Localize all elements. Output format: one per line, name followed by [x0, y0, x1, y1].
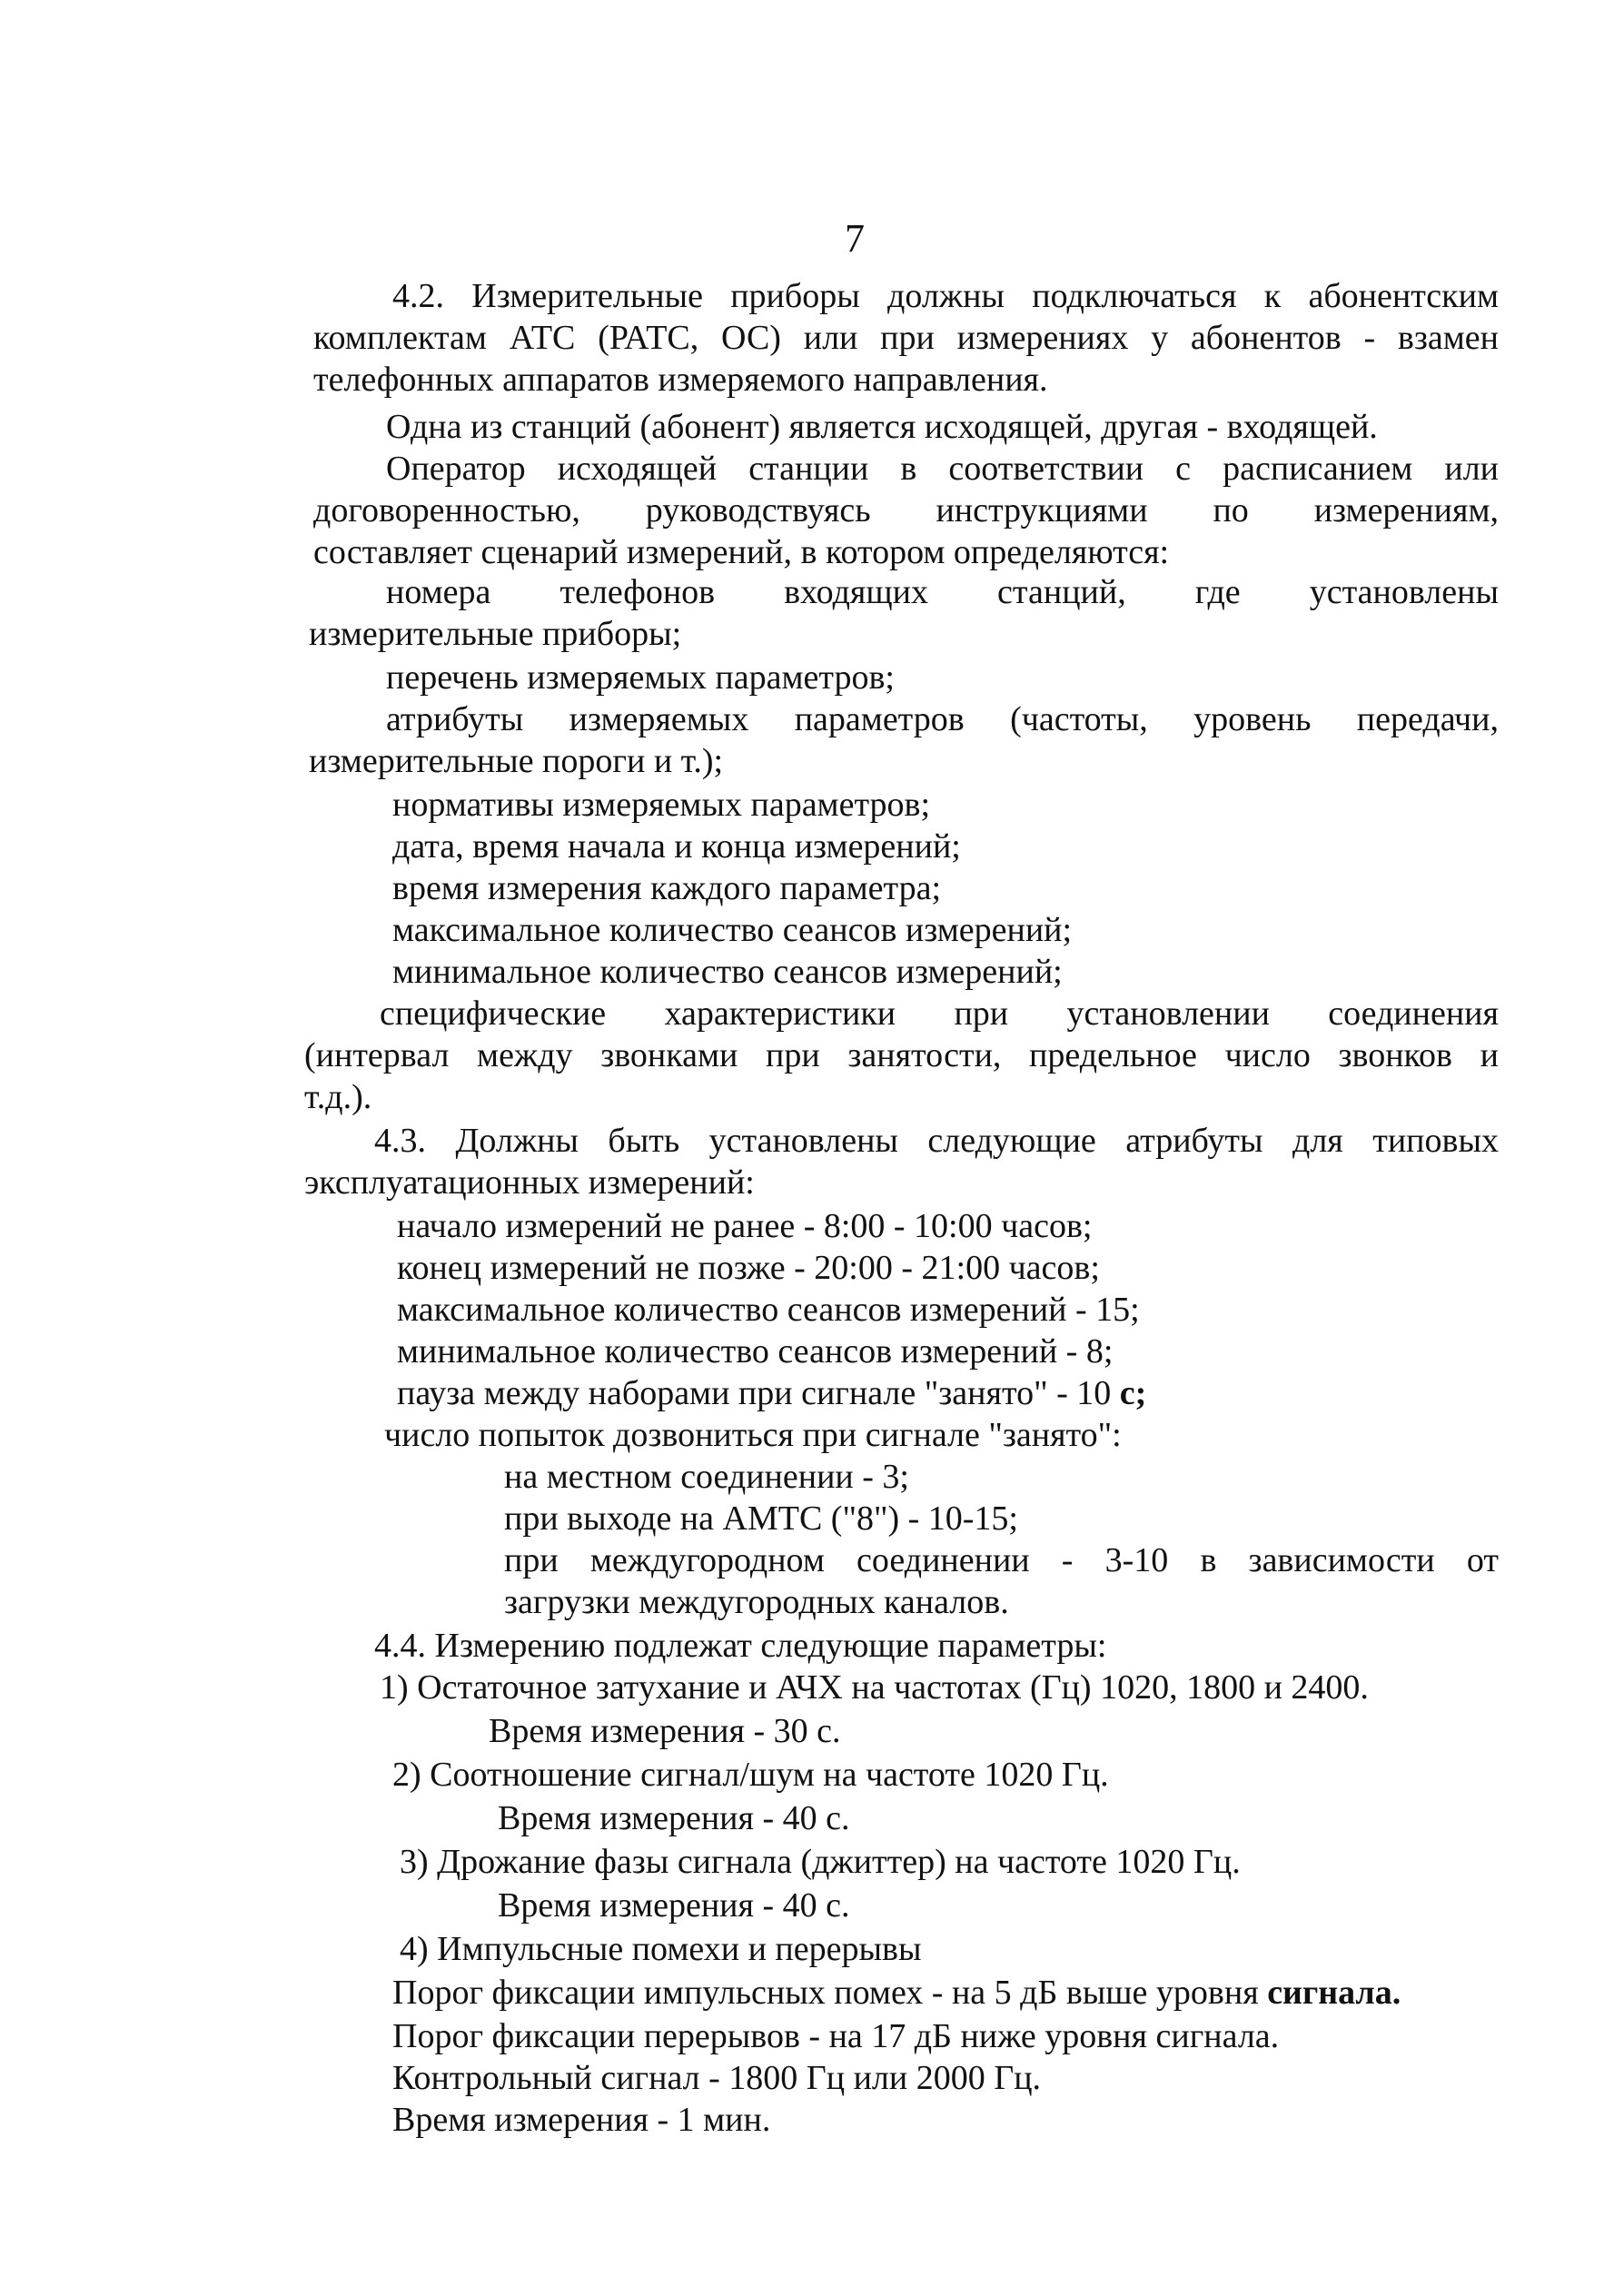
text-line: дата, время начала и конца измерений; [392, 827, 961, 866]
text-line: Одна из станций (абонент) является исходящей, другая - входящей. [386, 408, 1378, 446]
text-line: начало измерений не ранее - 8:00 - 10:00 часов; [397, 1207, 1093, 1245]
text-line: перечень измеряемых параметров; [386, 658, 895, 697]
text-line: Оператор исходящей станции в соответствии с расписанием или [386, 450, 1499, 488]
text-line: договоренностью, руководствуясь инструкциями по измерениям, [313, 491, 1499, 529]
text-line: специфические характеристики при установлении соединения [380, 995, 1499, 1033]
text-segment: пауза между наборами при сигнале "занято" - 10 [397, 1374, 1120, 1412]
text-line: загрузки междугородных каналов. [504, 1583, 1009, 1621]
text-line: 4.4. Измерению подлежат следующие параметры: [374, 1627, 1107, 1665]
text-line: максимальное количество сеансов измерений - 15; [397, 1291, 1140, 1329]
text-line: при междугородном соединении - 3-10 в зависимости от [504, 1541, 1499, 1579]
text-line: (интервал между звонками при занятости, предельное число звонков и [304, 1036, 1499, 1074]
text-line: Время измерения - 40 с. [498, 1799, 850, 1837]
text-line: номера телефонов входящих станций, где установлены [386, 573, 1499, 611]
text-line: минимальное количество сеансов измерений; [392, 953, 1063, 991]
text-line: число попыток дозвониться при сигнале "занято": [384, 1416, 1122, 1454]
text-line [397, 1373, 1146, 1413]
text-line: нормативы измеряемых параметров; [392, 786, 931, 824]
text-line: Время измерения - 1 мин. [392, 2101, 771, 2139]
text-segment-bold: сигнала. [1267, 1974, 1401, 2012]
text-segment-bold: с; [1119, 1374, 1147, 1412]
text-line: 4.3. Должны быть установлены следующие атрибуты для типовых [374, 1122, 1499, 1160]
text-line: измерительные приборы; [309, 615, 682, 653]
text-line: на местном соединении - 3; [504, 1458, 909, 1496]
text-line: эксплуатационных измерений: [304, 1163, 755, 1202]
text-line: 4) Импульсные помехи и перерывы [400, 1930, 922, 1968]
text-line: 1) Остаточное затухание и АЧХ на частотах (Гц) 1020, 1800 и 2400. [380, 1668, 1369, 1707]
text-line: время измерения каждого параметра; [392, 869, 942, 907]
text-line: максимальное количество сеансов измерений; [392, 911, 1073, 949]
text-line: конец измерений не позже - 20:00 - 21:00 часов; [397, 1249, 1100, 1287]
page-number: 7 [845, 216, 865, 261]
text-line: 3) Дрожание фазы сигнала (джиттер) на частоте 1020 Гц. [400, 1843, 1241, 1881]
text-segment: Порог фиксации импульсных помех - на 5 дБ выше уровня [392, 1974, 1268, 2012]
text-line: минимальное количество сеансов измерений - 8; [397, 1332, 1114, 1371]
text-line: телефонных аппаратов измеряемого направления. [313, 361, 1048, 399]
text-line: составляет сценарий измерений, в котором определяются: [313, 533, 1170, 571]
text-line: Время измерения - 30 с. [489, 1712, 841, 1750]
text-line: 4.2. Измерительные приборы должны подключаться к абонентским [392, 277, 1499, 315]
text-line: Контрольный сигнал - 1800 Гц или 2000 Гц. [392, 2059, 1042, 2097]
text-line: Порог фиксации перерывов - на 17 дБ ниже уровня сигнала. [392, 2017, 1280, 2055]
text-line [392, 1973, 1401, 2013]
text-line: Время измерения - 40 с. [498, 1886, 850, 1925]
text-line: измерительные пороги и т.); [309, 742, 724, 780]
text-line: т.д.). [304, 1078, 372, 1116]
text-line: комплектам АТС (РАТС, ОС) или при измерениях у абонентов - взамен [313, 319, 1499, 357]
text-line: при выходе на АМТС ("8") - 10-15; [504, 1499, 1018, 1538]
text-line: 2) Соотношение сигнал/шум на частоте 1020 Гц. [392, 1756, 1109, 1794]
text-line: атрибуты измеряемых параметров (частоты, уровень передачи, [386, 700, 1499, 738]
